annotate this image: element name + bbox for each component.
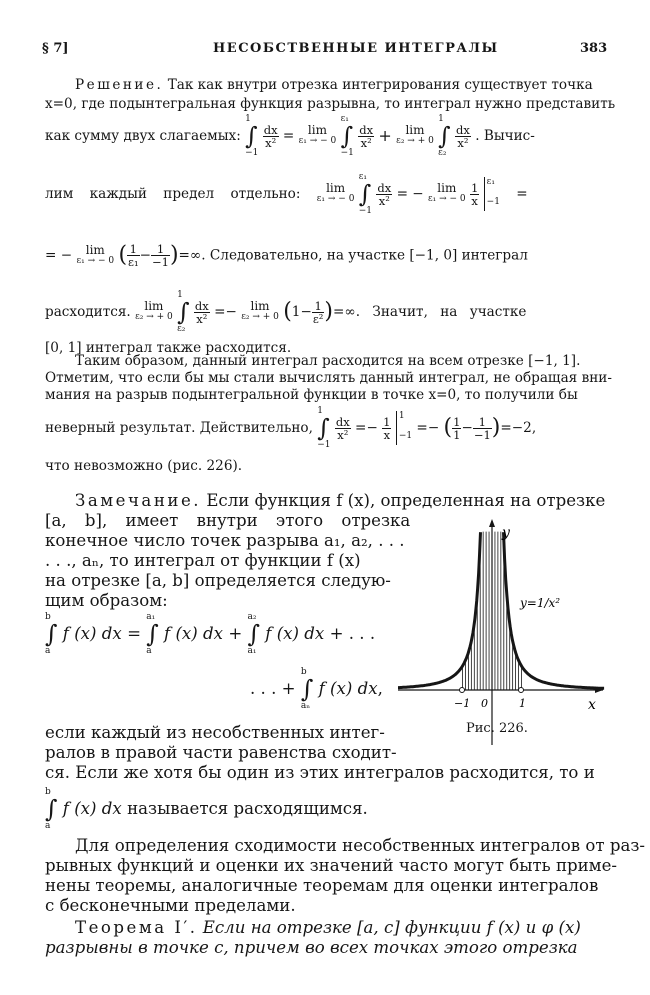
integral-e: 1 ∫ ε₂ — [177, 290, 190, 334]
integral-aa1: a₁ ∫ a — [146, 612, 159, 656]
minus-sign-8: − — [461, 420, 473, 436]
para2-line-4: неверный результат. Действительно, 1 ∫ −1 $\frac{dx}{\text{x²}}$ =− $\frac{1}{x}$ 1 −1 =− ( $\frac{1}{1}$ − $\frac{1}{-1}$ )=−2, — [45, 406, 537, 450]
remark-line-10 — [45, 787, 368, 831]
diverging-text: называется расходящимся. — [127, 799, 368, 818]
consequently-text: =∞. Следовательно, на участке [−1, 0] интеграл — [178, 247, 528, 264]
eq-sign-8: = — [127, 624, 141, 643]
eval-bar-b: 1 −1 — [396, 411, 412, 445]
running-title: НЕСОБСТВЕННЫЕ ИНТЕГРАЛЫ — [213, 41, 499, 56]
remark-line-3: конечное число точек разрыва a₁, a₂, . . . — [45, 531, 405, 550]
remark-formula-1 — [45, 612, 375, 656]
theorem-line-1 — [75, 918, 581, 938]
tick-point-neg1 — [460, 688, 465, 693]
minus-sign-3: − — [139, 247, 151, 264]
eq-sign: = — [282, 128, 295, 144]
frac-k: $\frac{1}{x}$ — [383, 414, 391, 442]
integral-ab-2: b ∫ a — [45, 787, 58, 831]
eq-sign-7: = — [416, 420, 428, 436]
sum-text-end: . Вычис- — [475, 128, 535, 144]
remark-line-4: . . ., aₙ, то интеграл от функции f (x) — [45, 551, 361, 570]
integral-anb: b ∫ aₙ — [300, 667, 314, 711]
minus-sign-2: − — [60, 247, 73, 264]
para2-line-2: Отметим, что если бы мы стали вычислять данный интеграл, не обращая вни- — [45, 370, 612, 386]
minus-sign-5: − — [300, 304, 312, 320]
integral-b: ε₁ ∫ −1 — [340, 114, 354, 158]
lim-a: lim ε₁ → − 0 — [298, 123, 337, 146]
lim-f: lim ε₂ → + 0 — [135, 299, 173, 322]
remark-text-1: Если функция f (x), определенная на отрезке — [201, 491, 606, 510]
remark-line-2: [a, b], имеет внутри этого отрезка — [45, 511, 411, 530]
frac-b: $\frac{dx}{\text{x²}}$ — [359, 122, 374, 150]
solution-text-1: Так как внутри отрезка интегрирования существует точка — [163, 77, 593, 93]
remark-line-9: ся. Если же хотя бы один из этих интегралов расходится, то и — [45, 763, 595, 782]
eq-sign-2: = — [396, 186, 408, 202]
para3-line-4: с бесконечными пределами. — [45, 896, 296, 915]
f-dx-5: f (x) dx — [62, 799, 122, 818]
remark-line-7: если каждый из несобственных интег- — [45, 723, 385, 742]
f-dx-2: f (x) dx — [164, 624, 224, 643]
dots-plus: + . . . — [329, 624, 376, 643]
lim-b: lim ε₂ → + 0 — [396, 123, 434, 146]
lim-e: lim ε₁ → − 0 — [76, 242, 115, 266]
minus-sign-4: − — [225, 304, 237, 320]
frac-h: $\frac{dx}{\text{x²}}$ — [194, 298, 209, 326]
remark-formula-2 — [250, 667, 383, 711]
section-label: § 7] — [42, 41, 69, 56]
frac-j: $\frac{dx}{\text{x²}}$ — [335, 414, 350, 442]
integral-d: ε₁ ∫ −1 — [358, 172, 373, 216]
solution-line-3 — [45, 114, 535, 158]
f-dx-4: f (x) dx — [318, 679, 378, 698]
frac-m: $\frac{1}{-1}$ — [473, 414, 491, 442]
para2-line-1: Таким образом, данный интеграл расходится на всем отрезке [−1, 1]. — [75, 353, 581, 369]
hence-text: =∞. Значит, на участке — [333, 304, 527, 320]
theorem-line-2: разрывны в точке c, причем во всех точках этого отрезка — [45, 938, 578, 957]
solution-line-1 — [75, 76, 593, 94]
remark-line-8: ралов в правой части равенства сходит- — [45, 743, 397, 762]
tick-label-1: 1 — [519, 697, 526, 710]
figure-226 — [398, 515, 608, 745]
eq-sign-5: = — [214, 304, 226, 320]
tick-label-neg1: −1 — [454, 697, 471, 710]
each-limit-text: лим каждый предел отдельно: — [45, 186, 301, 202]
frac-g: $\frac{1}{-1}$ — [152, 242, 169, 269]
remark-line-6: щим образом: — [45, 591, 168, 610]
remark-lead: Замечание. — [75, 491, 202, 510]
para3-line-1: Для определения сходимости несобственных интегралов от раз- — [75, 836, 645, 855]
para2-line-3: мания на разрыв подынтегральной функции в точке x=0, то получили бы — [45, 387, 578, 403]
lim-c: lim ε₁ → − 0 — [316, 181, 355, 204]
one: 1 — [291, 304, 301, 320]
solution-line-2: x=0, где подынтегральная функция разрывна, то интеграл нужно представить — [45, 96, 616, 112]
theorem-lead: Теорема I′. — [75, 918, 198, 937]
frac-l: $\frac{1}{1}$ — [453, 414, 461, 442]
eq-sign-3: = — [516, 186, 528, 202]
plus-sign: + — [378, 126, 392, 145]
frac-a: $\frac{dx}{\text{x²}}$ — [263, 122, 278, 150]
result-text: =−2, — [500, 420, 537, 436]
f-dx-3: f (x) dx — [265, 624, 325, 643]
frac-c: $\frac{dx}{\text{x²}}$ — [456, 122, 470, 150]
y-axis — [489, 519, 495, 745]
para3-line-2: рывных функций и оценки их значений часто могут быть приме- — [45, 856, 618, 875]
frac-e: $\frac{1}{x}$ — [471, 180, 479, 208]
frac-f: $\frac{1}{\text{ε₁}}$ — [128, 242, 139, 269]
solution-lead: Решение. — [75, 77, 164, 93]
frac-d: $\frac{dx}{\text{x²}}$ — [377, 180, 392, 208]
dots-start: . . . + — [250, 679, 296, 698]
f-dx-1: f (x) dx — [62, 624, 122, 643]
curve-label: y=1/x² — [520, 596, 561, 610]
minus-sign: − — [412, 186, 424, 202]
eq-sign-6: = — [355, 420, 367, 436]
lim-g: lim ε₂ → + 0 — [241, 299, 279, 322]
theorem-text-1: Если на отрезке [a, c] функции f (x) и φ (x) — [197, 918, 581, 937]
frac-i: $\frac{1}{\text{ε²}}$ — [312, 298, 324, 326]
solution-line-5: = − lim ε₁ → − 0 ( $\frac{1}{\text{ε₁}}$ − $\frac{1}{-1}$ )=∞. Следовательно, на участке [−1, 0] интеграл — [45, 242, 528, 269]
comma: , — [377, 679, 383, 698]
solution-line-4 — [45, 172, 528, 216]
sum-text: как сумму двух слагаемых: — [45, 128, 241, 144]
integral-a1a2: a₂ ∫ a₁ — [247, 612, 261, 656]
remark-line-5: на отрезке [a, b] определяется следую- — [45, 571, 391, 590]
wrong-result-text: неверный результат. Действительно, — [45, 420, 313, 436]
integral-ab: b ∫ a — [45, 612, 58, 656]
figure-caption: Рис. 226. — [466, 721, 528, 736]
solution-line-6: расходится. lim ε₂ → + 0 1 ∫ ε₂ $\frac{dx}{\text{x²}}$ =− lim ε₂ → + 0 (1− $\frac{1}{\text{ε²}}$ )=∞. Значит, на участке — [45, 290, 527, 334]
minus-sign-6: − — [366, 420, 378, 436]
lim-d: lim ε₁ → − 0 — [428, 181, 466, 204]
y-axis-label: y — [502, 525, 510, 541]
solution-line-7: [0, 1] интеграл также расходится. — [45, 340, 292, 356]
page-number: 383 — [580, 41, 608, 56]
eval-bar-a: ε₁ −1 — [484, 177, 500, 211]
integral-f: 1 ∫ −1 — [317, 406, 331, 450]
para3-line-3: нены теоремы, аналогичные теоремам для оценки интегралов — [45, 876, 599, 895]
tick-label-0: 0 — [481, 697, 488, 710]
diverges-text: расходится. — [45, 304, 131, 320]
para2-line-5: что невозможно (рис. 226). — [45, 458, 243, 474]
integral-c: 1 ∫ ε₂ — [438, 114, 451, 158]
x-axis-label: x — [588, 697, 596, 713]
plus-sign-2: + — [228, 624, 243, 643]
integral-a: 1 ∫ −1 — [245, 114, 259, 158]
eq-sign-4: = — [45, 247, 57, 264]
remark-line-1 — [75, 491, 605, 511]
minus-sign-7: − — [427, 420, 440, 436]
tick-point-1 — [519, 688, 524, 693]
